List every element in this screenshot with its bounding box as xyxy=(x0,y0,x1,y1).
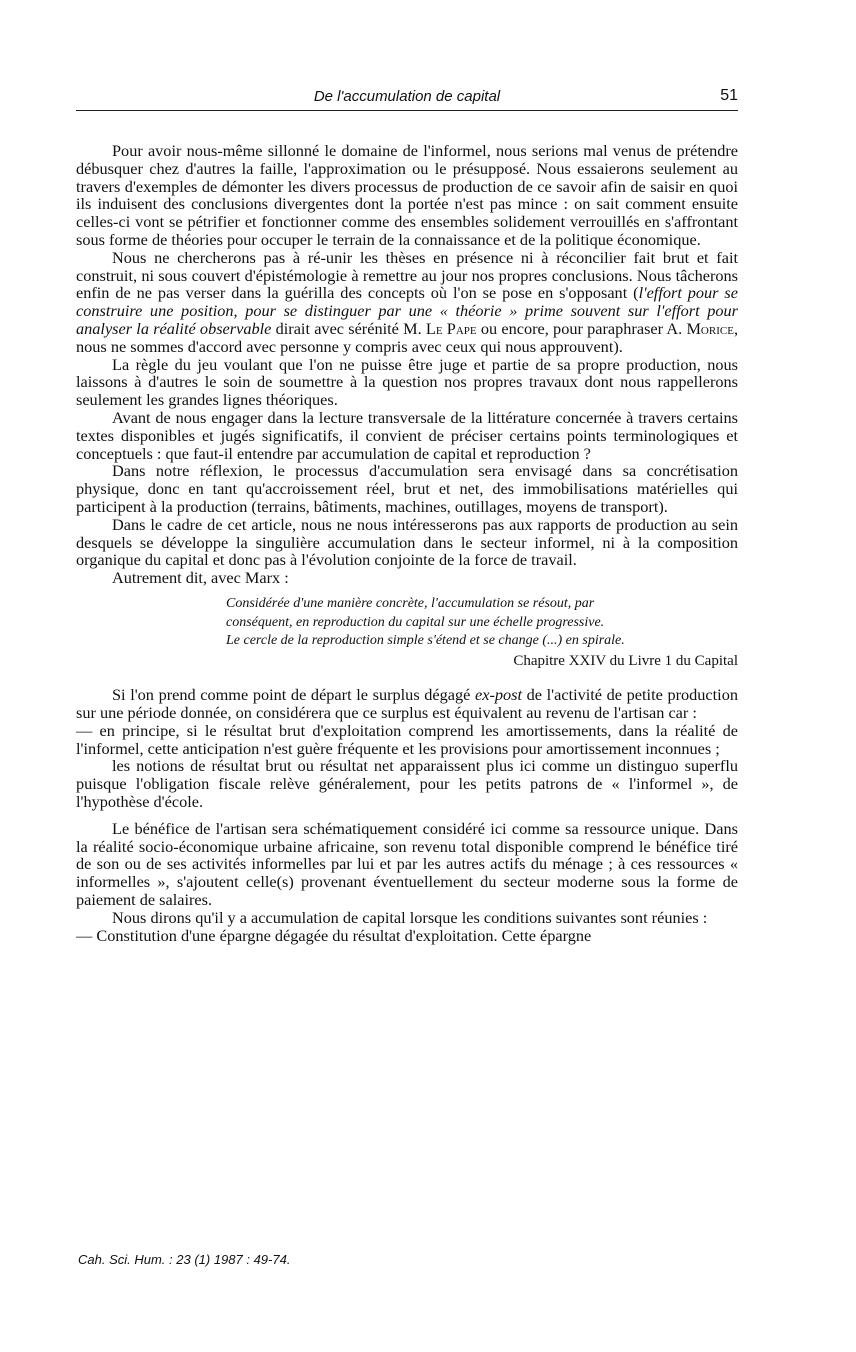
journal-citation: Cah. Sci. Hum. : 23 (1) 1987 : 49-74. xyxy=(78,1252,291,1267)
text-run: , nous ne sommes d'accord avec personne y compris avec ceux qui nous approuvent). xyxy=(76,318,739,356)
running-header xyxy=(76,86,738,111)
paragraph: Avant de nous engager dans la lecture transversale de la littérature concernée à travers certains textes disponibles et jugés significatifs, il convient de préciser certains points terminologiques et conceptuels : que faut-il entendre par accumulation de capital et reproduction ? xyxy=(76,407,738,463)
paragraph xyxy=(76,686,738,722)
paragraph: Dans notre réflexion, le processus d'accumulation sera envisagé dans sa concrétisation physique, donc en tant qu'accroissement réel, brut et net, des immobilisations matérielles qui participent à la production (terrains, bâtiments, machines, outillages, moyens de transport). xyxy=(76,461,738,516)
list-item: — en principe, si le résultat brut d'exploitation comprend les amortissements, dans la réalité de l'informel, cette anticipation n'est guère fréquente et les provisions pour amortissement inconnues ; xyxy=(76,720,738,758)
quote-line: conséquent, en reproduction du capital sur une échelle progressive. xyxy=(226,614,605,630)
block-quote xyxy=(226,595,738,670)
text-run: de l'activité de petite production sur une période donnée, on considérera que ce surplus est équivalent au revenu de l'artisan car : xyxy=(76,685,738,723)
italic-quote: l'effort pour se construire une position, pour se distinguer par une « théorie » prime souvent sur l'effort pour analyser la réalité observable xyxy=(76,283,738,338)
text-run: dirait avec sérénité M. xyxy=(271,318,426,338)
quote-line: Le cercle de la reproduction simple s'étend et se change (...) en spirale. xyxy=(226,633,625,649)
text-run: Si l'on prend comme point de départ le surplus dégagé xyxy=(112,685,476,705)
italic-term: ex-post xyxy=(475,685,523,705)
quote-source: Chapitre XXIV du Livre 1 du Capital xyxy=(513,652,738,669)
paragraph: Dans le cadre de cet article, nous ne nous intéresserons pas aux rapports de production au sein desquels se développe la singulière accumulation dans le secteur informel, ni à la composition organique du capital et donc pas à l'évolution conjointe de la force de travail. xyxy=(76,514,738,570)
spacer xyxy=(76,670,738,686)
text-run: Nous ne chercherons pas à ré-unir les thèses en présence ni à réconcilier fait brut et fait construit, ni sous couvert d'épistémologie à remettre au jour nos propres conclusions. Nous tâcherons enfin de ne pas verser dans la guérilla des concepts où l'on se pose en s'opposant ( xyxy=(76,247,738,303)
running-title: De l'accumulation de capital xyxy=(313,88,501,105)
text-run: ou encore, pour paraphraser A. xyxy=(476,318,687,338)
quote-line: Considérée d'une manière concrète, l'accumulation se résout, par xyxy=(226,595,595,611)
page-number: 51 xyxy=(720,87,738,104)
paragraph: Pour avoir nous-même sillonné le domaine de l'informel, nous serions mal venus de prétendre débusquer chez d'autres la faille, l'approximation ou le présupposé. Nous essaierons seulement au travers d'exemples de démonter les divers processus de production de ce savoir afin de saisir en quoi ils induisent des conclusions divergentes dont la portée n'est pas mince : on sait comment ensuite celles-ci vont se pétrifier et fonctionner comme des ensembles solidement verrouillés en s'affrontant sous forme de théories pour occuper le terrain de la connaissance et de la politique économique. xyxy=(76,141,738,249)
paragraph: Nous dirons qu'il y a accumulation de capital lorsque les conditions suivantes sont réunies : xyxy=(112,907,708,927)
paragraph: Autrement dit, avec Marx : xyxy=(112,568,289,588)
paragraph xyxy=(76,249,738,356)
list-item: les notions de résultat brut ou résultat net apparaissent plus ici comme un distinguo superflu puisque l'obligation fiscale relève généralement, pour les petits patrons de « l'informel », de l'hypothèse d'école. xyxy=(76,756,738,812)
paragraph: La règle du jeu voulant que l'on ne puisse être juge et partie de sa propre production, nous laissons à d'autres le soin de soumettre à la question nos propres travaux dont nous rappellerons seulement les grandes lignes théoriques. xyxy=(76,354,738,410)
body-text xyxy=(76,142,738,944)
author-name: Morice xyxy=(686,318,734,338)
list-item: — Constitution d'une épargne dégagée du résultat d'exploitation. Cette épargne xyxy=(76,925,592,945)
author-name: Le Pape xyxy=(425,318,477,338)
paragraph: Le bénéfice de l'artisan sera schématiquement considéré ici comme sa ressource unique. Dans la réalité socio-économique urbaine africaine, son revenu total disponible comprend le bénéfice tiré de son ou de ses activités informelles par lui et par les autres actifs du ménage ; à ces ressources « informelles », s'ajoutent celle(s) provenant éventuellement du secteur moderne sous la forme de paiement de salaires. xyxy=(76,818,738,910)
